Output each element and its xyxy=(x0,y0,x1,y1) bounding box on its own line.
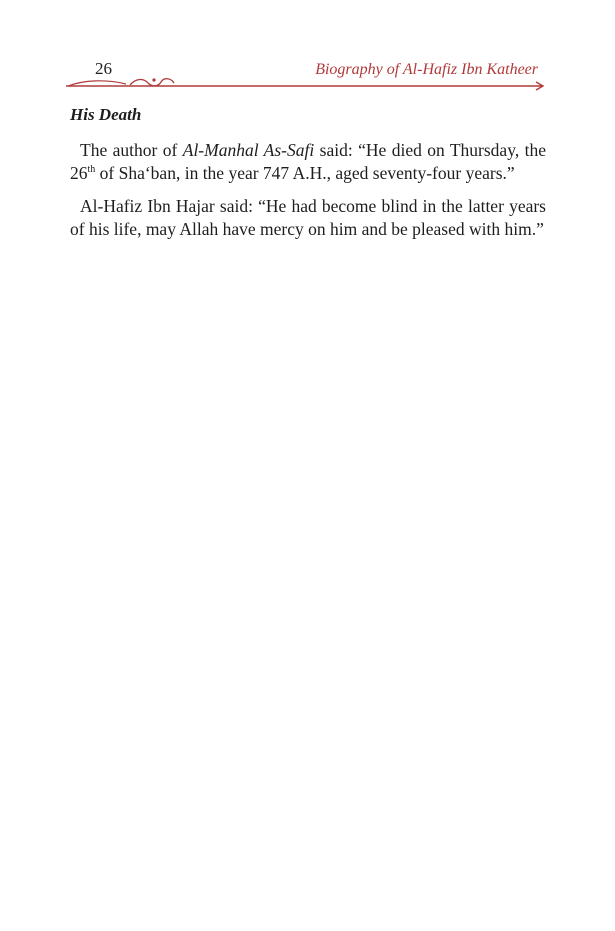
paragraph-1 xyxy=(70,139,546,185)
paragraph-2: Al-Hafiz Ibn Hajar said: “He had become blind in the latter years of his life, may Allah have mercy on him and be pleased with him.” xyxy=(70,196,546,239)
section-heading: His Death xyxy=(70,105,142,124)
running-title: Biography of Al-Hafiz Ibn Katheer xyxy=(315,61,538,78)
page-number: 26 xyxy=(95,59,112,78)
ordinal-suffix: th xyxy=(87,164,96,176)
book-title: Al-Manhal As-Safi xyxy=(182,140,315,160)
paragraph-1-lead: The author of xyxy=(80,140,183,160)
page-header xyxy=(66,58,544,94)
paragraph-1-tail: of Sha‘ban, in the year 747 A.H., aged seventy-four years.” xyxy=(95,163,515,183)
paragraph-1-mid: said: “He died on Thursday, the 26 xyxy=(70,140,546,183)
main-content xyxy=(70,104,546,251)
header-ornament-rule xyxy=(66,74,544,92)
